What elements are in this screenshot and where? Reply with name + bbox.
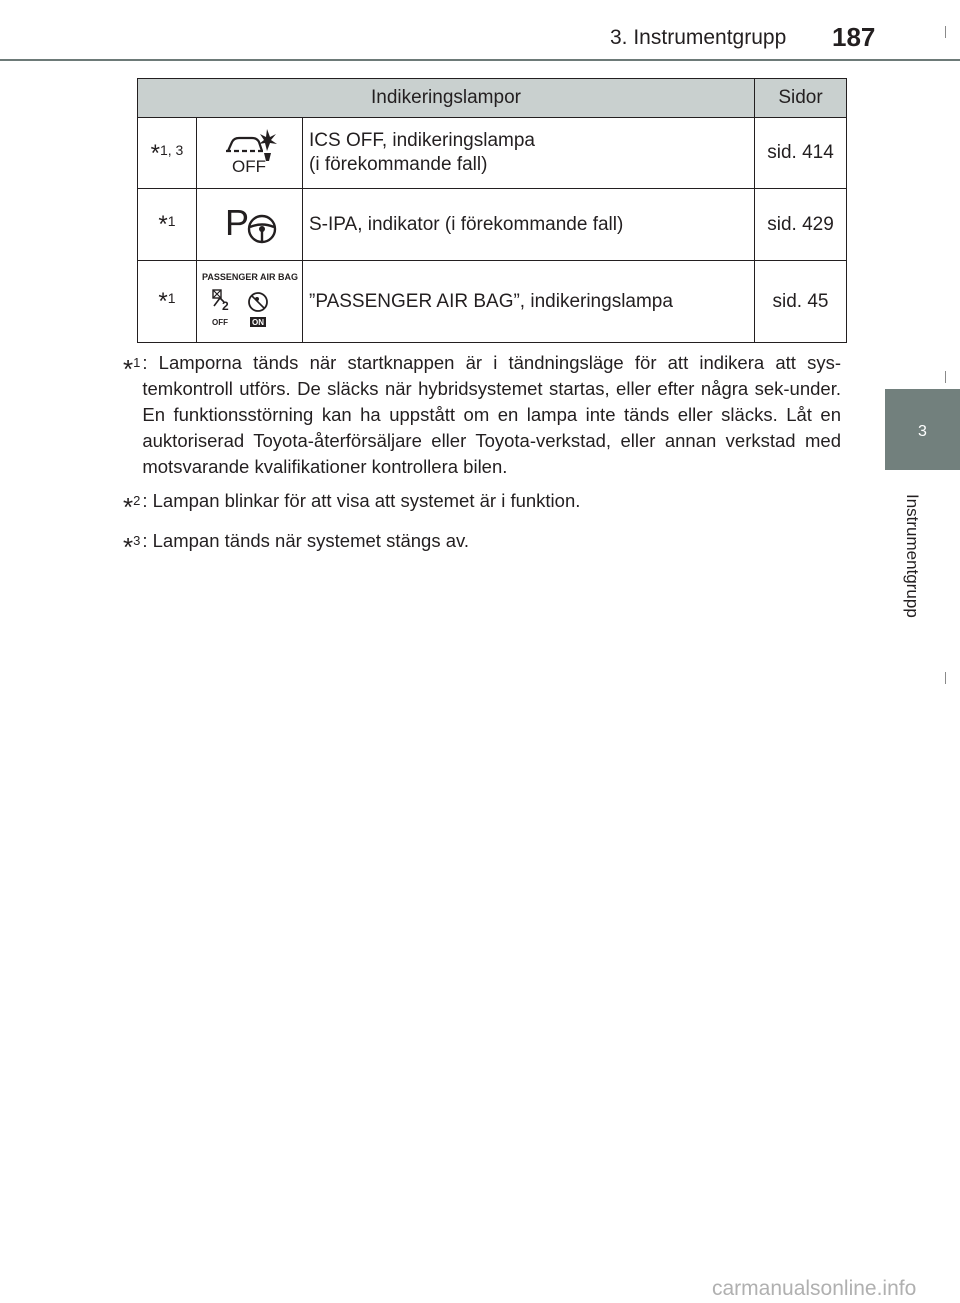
table-header-row — [138, 79, 847, 118]
row-description: ”PASSENGER AIR BAG”, indikeringslampa — [303, 261, 755, 343]
table-row — [138, 189, 847, 261]
footnote — [123, 528, 841, 560]
icon-off-label: OFF — [211, 317, 228, 327]
asterisk: * — [123, 532, 134, 562]
header-pages: Sidor — [755, 79, 847, 118]
footnote — [123, 350, 841, 480]
s-ipa-icon — [219, 197, 281, 247]
note-number: 1 — [167, 213, 176, 229]
crop-mark — [945, 371, 946, 383]
row-description — [303, 118, 755, 189]
header-lamps: Indikeringslampor — [138, 79, 755, 118]
footnote-number: 2 — [133, 493, 141, 508]
indicator-table — [137, 78, 847, 343]
description-line: (i förekommande fall) — [309, 154, 488, 175]
note-number: 1 — [167, 290, 176, 306]
asterisk: * — [123, 354, 134, 384]
icon-text: PASSENGER AIR BAG — [201, 271, 298, 283]
chapter-tab-label: Instrumentgrupp — [903, 494, 922, 618]
header-title: 3. Instrumentgrupp — [610, 26, 787, 49]
icon-cell — [197, 118, 303, 189]
description-line: ICS OFF, indikeringslampa — [309, 130, 535, 151]
row-note — [138, 118, 197, 189]
page-number: 187 — [832, 22, 876, 52]
ics-off-icon — [220, 125, 280, 175]
asterisk: * — [123, 492, 134, 522]
footnotes — [123, 350, 841, 568]
footnote — [123, 488, 841, 520]
footnote-mark — [123, 350, 140, 480]
chapter-tab — [885, 389, 960, 470]
asterisk: * — [158, 288, 168, 315]
row-note — [138, 189, 197, 261]
footnote-number: 1 — [133, 355, 141, 370]
footnote-text: : Lampan tänds när systemet stängs av. — [142, 530, 470, 551]
table-row — [138, 261, 847, 343]
table-row — [138, 118, 847, 189]
footnote-text: : Lampan blinkar för att visa att systemet är i funktion. — [142, 490, 581, 511]
row-page: sid. 429 — [755, 189, 847, 261]
icon-number: 2 — [221, 298, 229, 313]
row-note — [138, 261, 197, 343]
footnote-text: : Lamporna tänds när startknappen är i tändningsläge för att indikera att sys-temkontroll utförs. De släcks när hybridsystemet startas, eller efter några sek-under. En funktionsstörning kan ha uppstått om en lampa inte tänds eller släcks. Låt en auktoriserad Toyota-återförsäljare eller Toyota-verkstad, eller annan verkstad med motsvarande kvalifikationer kontrollera bilen. — [142, 352, 841, 477]
header-rule — [0, 59, 960, 61]
asterisk: * — [158, 211, 168, 238]
icon-text: OFF — [231, 157, 266, 175]
footnote-number: 3 — [133, 533, 141, 548]
crop-mark — [945, 672, 946, 684]
icon-cell — [197, 261, 303, 343]
crop-mark — [945, 26, 946, 38]
chapter-tab-number: 3 — [918, 423, 927, 440]
row-page: sid. 414 — [755, 118, 847, 189]
row-description: S-IPA, indikator (i förekommande fall) — [303, 189, 755, 261]
footnote-mark — [123, 528, 140, 560]
note-number: 1, 3 — [159, 141, 184, 158]
icon-text: P — [224, 201, 249, 243]
icon-on-label: ON — [251, 317, 264, 327]
icon-cell — [197, 189, 303, 261]
passenger-airbag-icon — [200, 268, 300, 330]
footnote-mark — [123, 488, 140, 520]
row-page: sid. 45 — [755, 261, 847, 343]
watermark: carmanualsonline.info — [712, 1277, 917, 1300]
asterisk: * — [150, 139, 160, 167]
